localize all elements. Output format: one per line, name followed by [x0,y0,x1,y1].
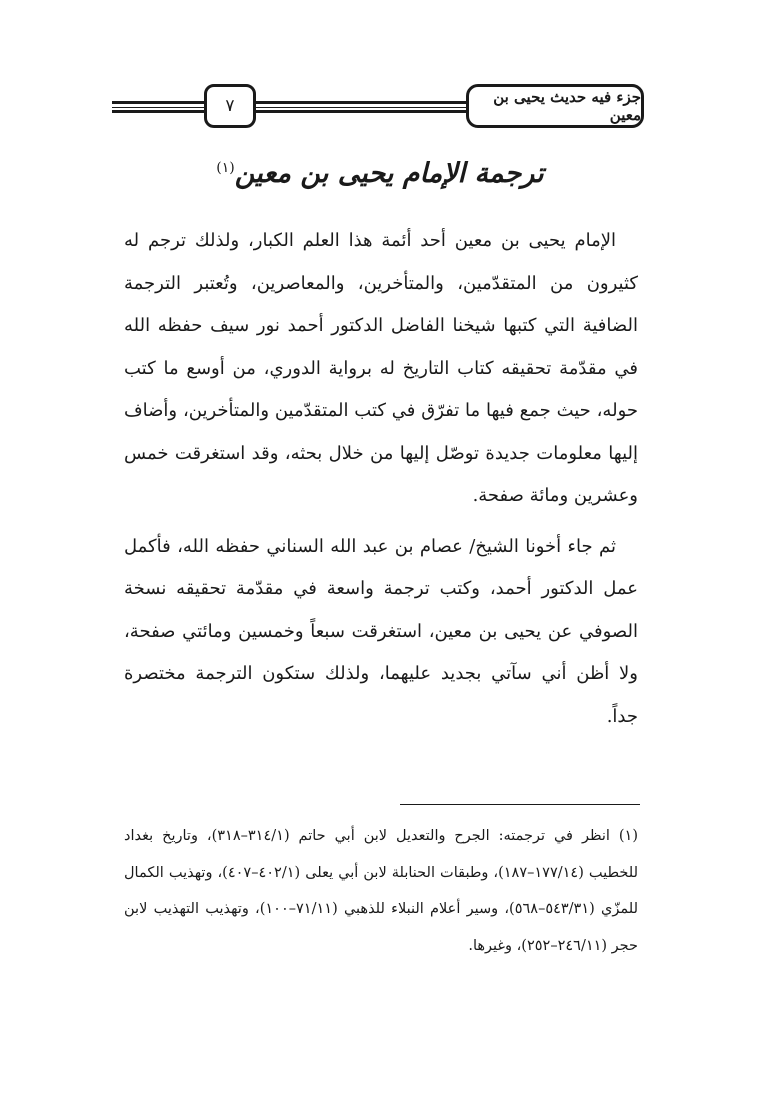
body-text [124,220,638,738]
running-title: جزء فيه حديث يحيى بن معين [466,84,644,128]
footnote-text: (١) انظر في ترجمته: الجرح والتعديل لابن أبي حاتم (٣١٤/١–٣١٨)، وتاريخ بغداد للخطيب (١٧٧/١٤–١٨٧)، وطبقات الحنابلة لابن أبي يعلى (٤٠٢/١–٤٠٧)، وتهذيب الكمال للمزّي (٥٤٣/٣١–٥٦٨)، وسير أعلام النبلاء للذهبي (٧١/١١–١٠٠)، وتهذيب التهذيب لابن حجر (٢٤٦/١١–٢٥٢)، وغيرها. [124,828,639,954]
footnote [124,818,638,964]
chapter-heading [100,158,660,189]
page-header [112,84,644,130]
footnote-ref: (١) [216,160,235,176]
paragraph-1: الإمام يحيى بن معين أحد أئمة هذا العلم الكبار، ولذلك ترجم له كثيرون من المتقدّمين، والمتأخرين، والمعاصرين، وتُعتبر الترجمة الضافية التي كتبها شيخنا الفاضل الدكتور أحمد نور سيف حفظه الله في مقدّمة تحقيقه كتاب التاريخ له برواية الدوري، من أوسع ما كتب حوله، حيث جمع فيها ما تفرّق في كتب المتقدّمين والمتأخرين، وأضاف إليها معلومات جديدة توصّل إليها من خلال بحثه، وقد استغرقت خمس وعشرين ومائة صفحة. [124,230,638,506]
page-number: ٧ [204,84,256,128]
chapter-title: ترجمة الإمام يحيى بن معين [234,158,544,189]
footnote-separator [400,804,640,805]
paragraph-2: ثم جاء أخونا الشيخ/ عصام بن عبد الله السناني حفظه الله، فأكمل عمل الدكتور أحمد، وكتب ترجمة واسعة في مقدّمة تحقيقه نسخة الصوفي عن يحيى بن معين، استغرقت سبعاً وخمسين ومائتي صفحة، ولا أظن أني سآتي بجديد عليهما، ولذلك ستكون الترجمة مختصرة جداً. [124,535,638,727]
